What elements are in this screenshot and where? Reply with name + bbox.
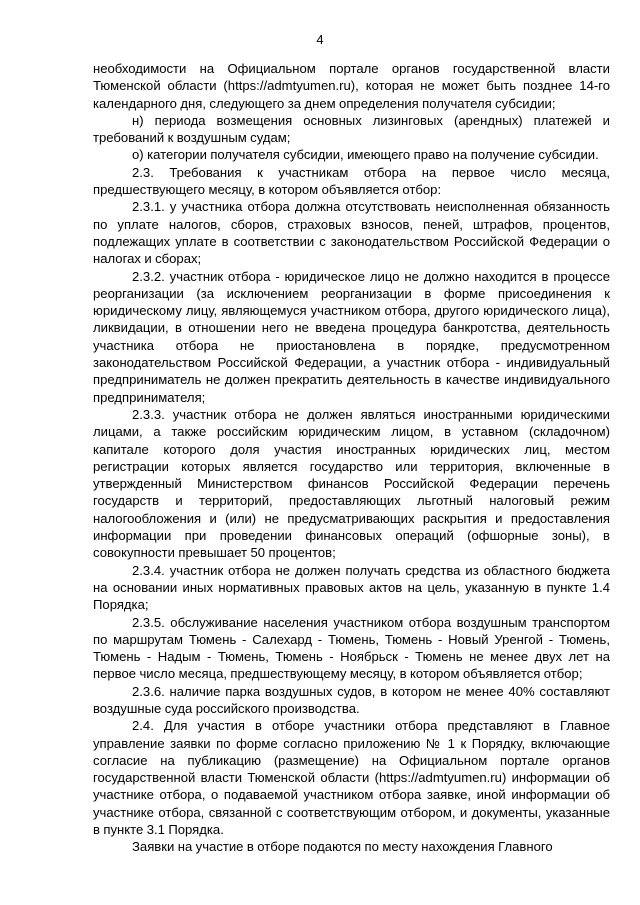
paragraph-2-3-2: 2.3.2. участник отбора - юридическое лицо не должно находится в процессе реорганизации (за исключением реорганизации в форме присоединения к юридическому лицу, являющемуся участником отбора, другого юридического лица), ликвидации, в отношении него не введена процедура банкротства, деятельность участника отбора не приостановлена в порядке, предусмотренном законодательством Российской Федерации, а участник отбора - индивидуальный предприниматель не должен прекратить деятельность в качестве индивидуального предпринимателя;: [93, 268, 610, 405]
paragraph-applications: Заявки на участие в отборе подаются по месту нахождения Главного: [132, 839, 553, 855]
page-number: 4: [316, 32, 324, 47]
paragraph-2-3-3: 2.3.3. участник отбора не должен являться иностранными юридическими лицами, а также российским юридическим лицом, в уставном (складочном) капитале которого доля участия иностранных юридических лиц, местом регистрации которых является государство или территория, включенные в утвержденный Министерством финансов Российской Федерации перечень государств и территорий, предоставляющих льготный налоговый режим налогообложения и (или) не предусматривающих раскрытия и предоставления информации при проведении финансовых операций (офшорные зоны), в совокупности превышает 50 процентов;: [93, 406, 610, 561]
paragraph-2-3: 2.3. Требования к участникам отбора на первое число месяца, предшествующего месяцу, в котором объявляется отбор:: [93, 164, 610, 198]
paragraph-2-3-5: 2.3.5. обслуживание населения участником отбора воздушным транспортом по маршрутам Тюмень - Салехард - Тюмень, Тюмень - Новый Уренгой - Тюмень, Тюмень - Надым - Тюмень, Тюмень - Ноябрьск - Тюмень не менее двух лет на первое число месяца, предшествующему месяцу, в котором объявляется отбор;: [93, 614, 610, 682]
paragraph-2-3-1: 2.3.1. у участника отбора должна отсутствовать неисполненная обязанность по уплате налогов, сборов, страховых взносов, пеней, штрафов, процентов, подлежащих уплате в соответствии с законодательством Российской Федерации о налогах и сборах;: [93, 199, 610, 267]
paragraph-2-3-4: 2.3.4. участник отбора не должен получать средства из областного бюджета на основании иных нормативных правовых актов на цель, указанную в пункте 1.4 Порядка;: [93, 562, 610, 613]
paragraph-continuation: необходимости на Официальном портале органов государственной власти Тюменской области (https://admtyumen.ru), которая не может быть позднее 14-го календарного дня, следующего за днем определения получателя субсидии;: [93, 61, 610, 111]
document-body: [93, 60, 610, 856]
paragraph-item-o: о) категории получателя субсидии, имеющего право на получение субсидии.: [132, 147, 599, 163]
paragraph-item-n: н) периода возмещения основных лизинговых (арендных) платежей и требований к воздушным судам;: [93, 112, 610, 146]
paragraph-2-3-6: 2.3.6. наличие парка воздушных судов, в котором не менее 40% составляют воздушные суда российского производства.: [93, 683, 610, 716]
paragraph-2-4: 2.4. Для участия в отборе участники отбора представляют в Главное управление заявки по форме согласно приложению № 1 к Порядку, включающие согласие на публикацию (размещение) на Официальном портале органов государственной власти Тюменской области (https://admtyumen.ru) информации об участнике отбора, о подаваемой участником отбора заявке, иной информации об участнике отбора, связанной с соответствующим отбором, и документы, указанные в пункте 3.1 Порядка.: [93, 718, 610, 838]
